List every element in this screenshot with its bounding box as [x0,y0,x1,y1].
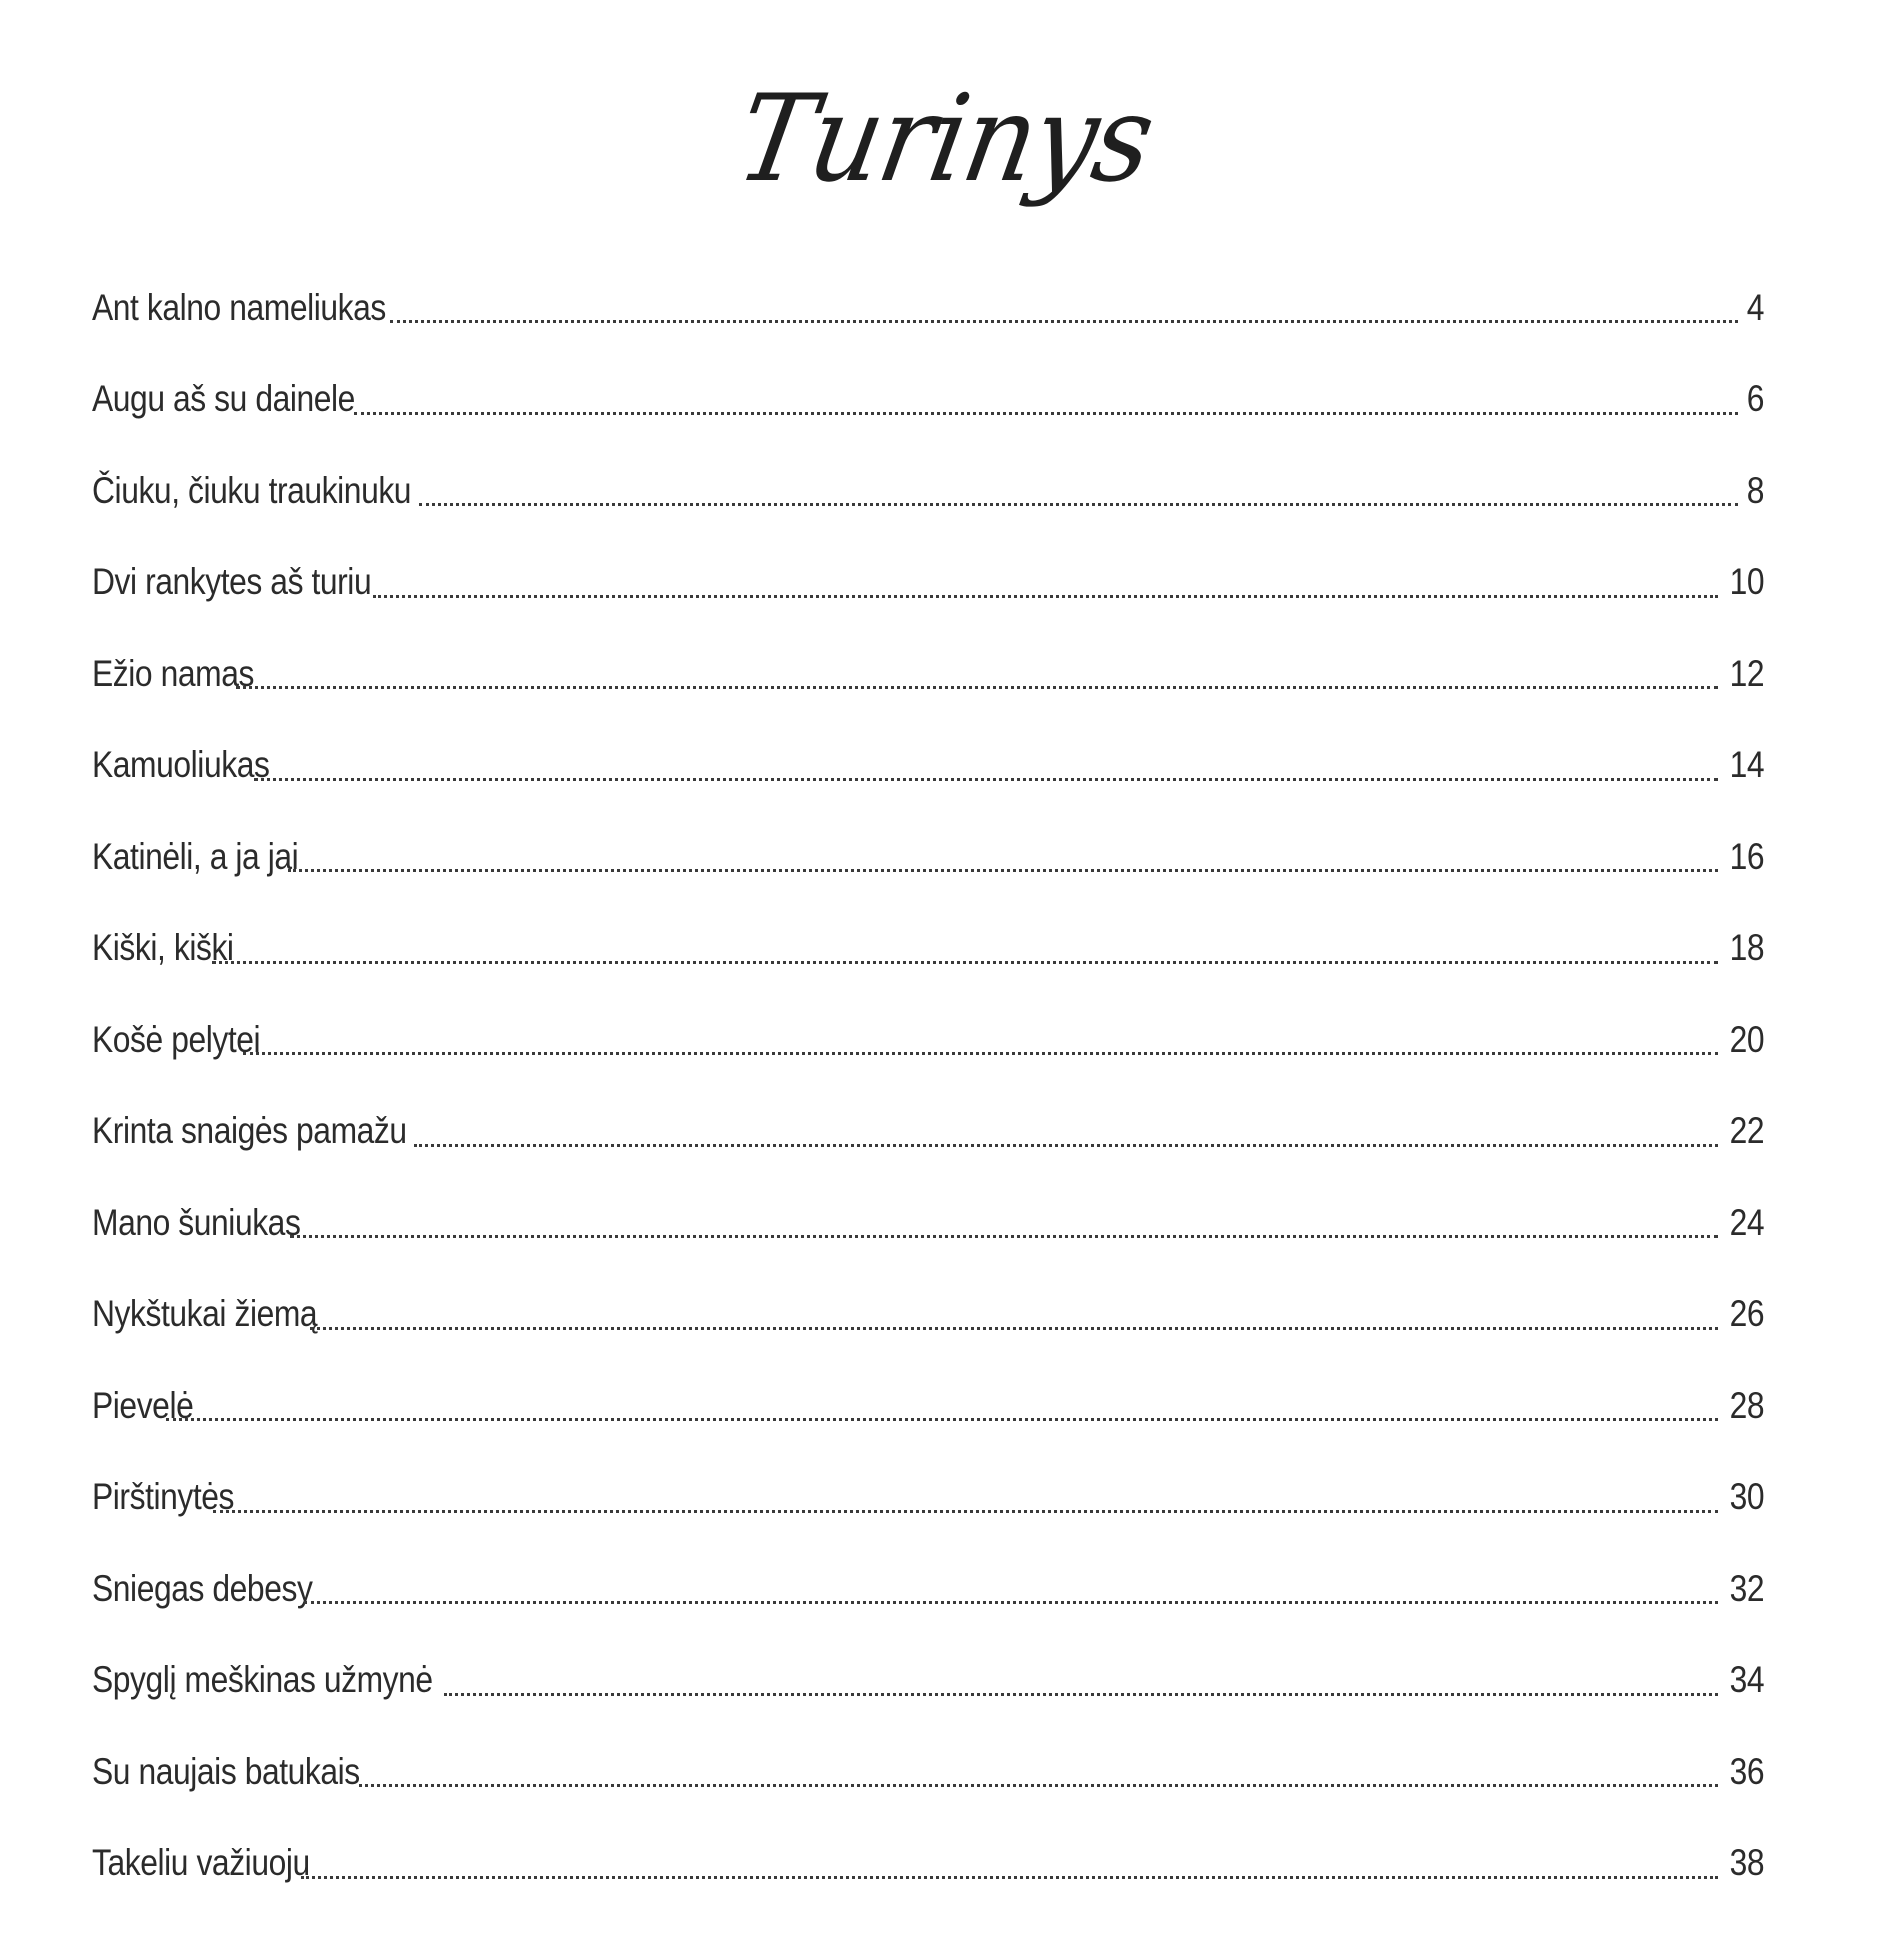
toc-entry [92,354,1764,446]
toc-entry-page: 18 [1729,927,1764,969]
dot-leader [359,1784,1718,1787]
toc-entry [92,720,1764,812]
toc-entry [92,1635,1764,1727]
toc-entry-page: 14 [1729,744,1764,786]
toc-entry [92,1086,1764,1178]
dot-leader [236,686,1718,689]
toc-entry-title: Dvi rankytes aš turiu [92,561,372,603]
toc-entry-title: Krinta snaigės pamažu [92,1110,407,1152]
toc-entry [92,1452,1764,1544]
dot-leader [444,1693,1718,1696]
toc-entry-title: Sniegas debesy [92,1567,313,1609]
page-title: Turinys [727,70,1162,209]
toc-entry-page: 28 [1729,1384,1764,1426]
toc-entry [92,628,1764,720]
toc-entry-title: Kiški, kiški [92,927,234,969]
toc-entry [92,1177,1764,1269]
dot-leader [414,1144,1718,1147]
dot-leader [166,1418,1718,1421]
dot-leader [354,412,1738,415]
toc-entry [92,1818,1764,1910]
toc-entry-page: 20 [1729,1018,1764,1060]
dot-leader [212,961,1717,964]
toc-entry-title: Su naujais batukais [92,1750,360,1792]
dot-leader [304,1601,1718,1604]
toc-entry-page: 32 [1729,1567,1764,1609]
toc-entry-title: Augu aš su dainele [92,378,355,420]
toc-entry-page: 6 [1746,378,1764,420]
dot-leader [310,1327,1718,1330]
toc-entry [92,1360,1764,1452]
toc-entry-page: 22 [1729,1110,1764,1152]
toc-entry [92,537,1764,629]
toc-entry-title: Pievelė [92,1384,194,1426]
toc-entry-title: Nykštukai žiemą [92,1293,318,1335]
toc-entry-page: 36 [1729,1750,1764,1792]
dot-leader [301,1876,1718,1879]
toc-entry-page: 34 [1729,1659,1764,1701]
toc-entry-page: 16 [1729,835,1764,877]
dot-leader [254,778,1718,781]
toc-entry-title: Pirštinytės [92,1476,235,1518]
toc-entry-title: Kamuoliukas [92,744,270,786]
toc-entry [92,445,1764,537]
dot-leader [288,869,1718,872]
toc-entry-page: 8 [1746,469,1764,511]
toc-entry-page: 30 [1729,1476,1764,1518]
toc-entry-title: Takeliu važiuoju [92,1842,310,1884]
toc-entry [92,1726,1764,1818]
dot-leader [290,1235,1718,1238]
toc-entry [92,1269,1764,1361]
dot-leader [419,503,1738,506]
toc-entry-title: Spyglį meškinas užmynė [92,1659,433,1701]
toc-entry [92,1543,1764,1635]
toc-entry-title: Katinėli, a ja jai [92,835,299,877]
dot-leader [390,320,1738,323]
toc-entry [92,811,1764,903]
toc-entry-page: 38 [1729,1842,1764,1884]
toc-entry-page: 24 [1729,1201,1764,1243]
toc-entry [92,262,1764,354]
toc-entry-title: Mano šuniukas [92,1201,301,1243]
toc-entry-page: 26 [1729,1293,1764,1335]
toc-entry-title: Ežio namas [92,652,254,694]
toc-entry [92,903,1764,995]
toc-entry [92,994,1764,1086]
table-of-contents [92,262,1764,1909]
toc-entry-title: Čiuku, čiuku traukinuku [92,469,412,511]
toc-entry-title: Košė pelytei [92,1018,261,1060]
dot-leader [373,595,1718,598]
page-title-wrap [0,40,1889,240]
toc-entry-page: 10 [1729,561,1764,603]
toc-entry-page: 12 [1729,652,1764,694]
dot-leader [243,1052,1717,1055]
toc-entry-title: Ant kalno nameliukas [92,286,386,328]
toc-entry-page: 4 [1746,286,1764,328]
dot-leader [213,1510,1718,1513]
